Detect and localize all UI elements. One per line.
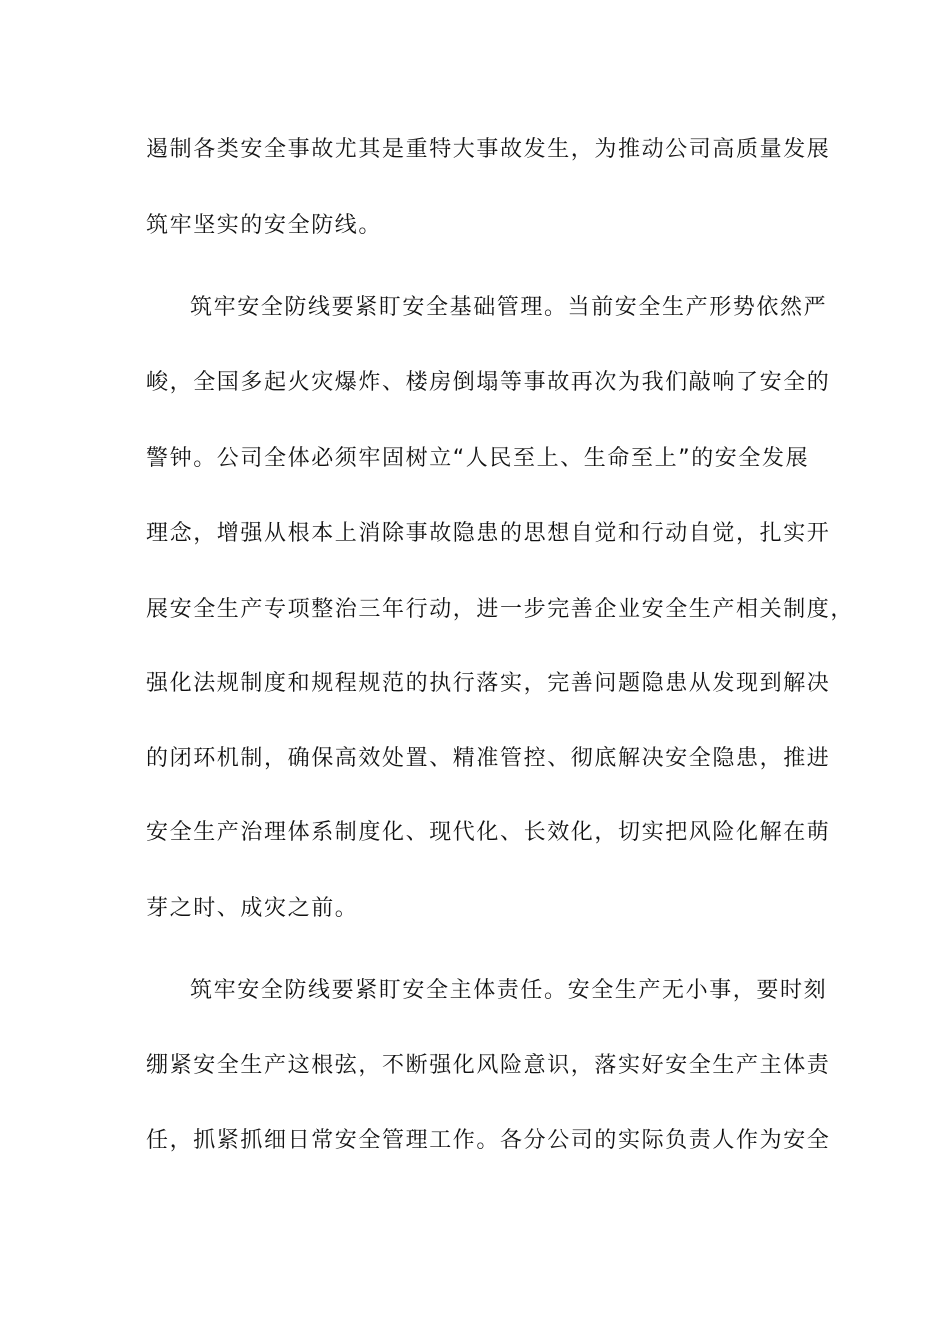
text-line: 理念，增强从根本上消除事故隐患的思想自觉和行动自觉，扎实开 (146, 521, 831, 546)
text-line: 任，抓紧抓细日常安全管理工作。各分公司的实际负责人作为安全 (146, 1128, 831, 1153)
text-line: 的闭环机制，确保高效处置、精准管控、彻底解决安全隐患，推进 (146, 746, 831, 771)
text-line: 强化法规制度和规程规范的执行落实，完善问题隐患从发现到解决 (146, 671, 831, 696)
text-line: 警钟。公司全体必须牢固树立“人民至上、生命至上”的安全发展 (146, 446, 810, 471)
text-line: 安全生产治理体系制度化、现代化、长效化，切实把风险化解在萌 (146, 820, 831, 845)
text-line: 筑牢坚实的安全防线。 (146, 213, 383, 238)
paragraph-first-line: 筑牢安全防线要紧盯安全主体责任。安全生产无小事，要时刻 (190, 978, 828, 1003)
text-line: 绷紧安全生产这根弦，不断强化风险意识，落实好安全生产主体责 (146, 1053, 831, 1078)
text-line: 峻，全国多起火灾爆炸、楼房倒塌等事故再次为我们敲响了安全的 (146, 370, 831, 395)
text-line: 展安全生产专项整治三年行动，进一步完善企业安全生产相关制度， (146, 597, 855, 622)
text-line: 遏制各类安全事故尤其是重特大事故发生，为推动公司高质量发展 (146, 137, 831, 162)
text-line: 芽之时、成灾之前。 (146, 896, 359, 921)
paragraph-first-line: 筑牢安全防线要紧盯安全基础管理。当前安全生产形势依然严 (190, 295, 828, 320)
